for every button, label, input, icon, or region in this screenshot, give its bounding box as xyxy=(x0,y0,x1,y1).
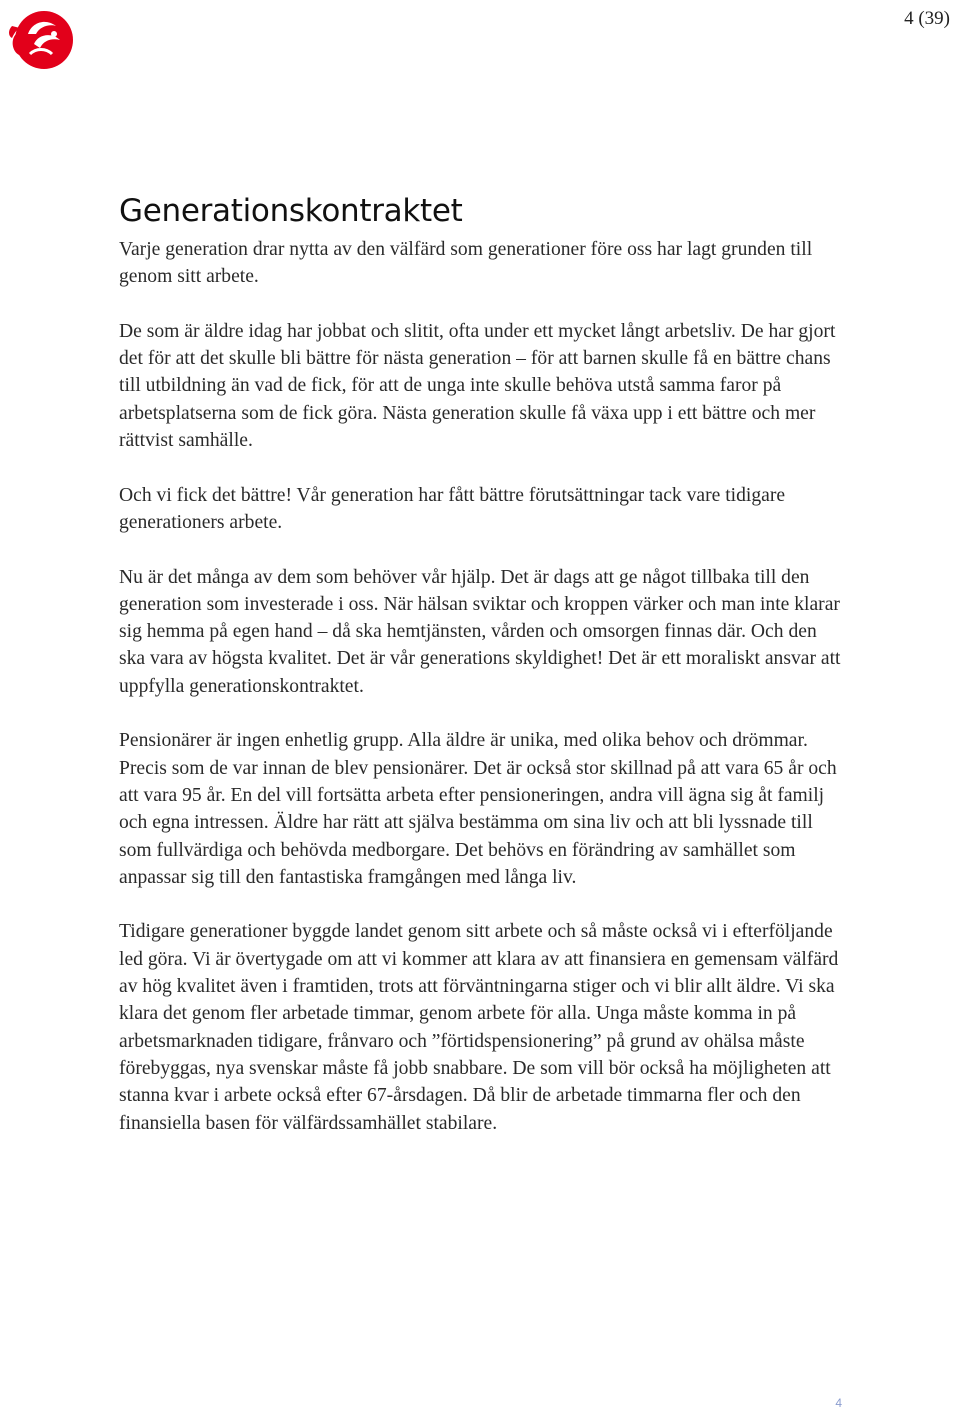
paragraph: Nu är det många av dem som behöver vår hjälp. Det är dags att ge något tillbaka till den generation som investerade i oss. När hälsan sviktar och kroppen värker och man inte klarar sig hemma på egen hand – då ska hemtjänsten, vården och omsorgen finnas där. Och den ska vara av högsta kvalitet. Det är vår generations skyldighet! Det är ett moraliskt ansvar att uppfylla generationskontraktet. xyxy=(119,566,841,697)
paragraph: Pensionärer är ingen enhetlig grupp. Alla äldre är unika, med olika behov och drömmar. Precis som de var innan de blev pensionärer. Det är också stor skillnad på att vara 65 år och att vara 95 år. En del vill fortsätta arbeta efter pensioneringen, andra vill ägna sig åt familj och egna intressen. Äldre har rätt att själva bestämma om sina liv och att bli lyssnade till som fullvärdiga och behövda medborgare. Det behövs en förändring av samhället som anpassar sig till den fantastiska framgången med långa liv. xyxy=(119,730,837,888)
paragraph: Tidigare generationer byggde landet genom sitt arbete och så måste också vi i efterföljande led göra. Vi är övertygade om att vi kommer att klara av att finansiera en gemensam välfärd av hög kvalitet även i framtiden, trots att förväntningarna stiger och vi blir allt äldre. Vi ska klara det genom fler arbetade timmar, genom arbete för alla. Unga måste komma in på arbetsmarknaden tidigare, frånvaro och ”förtidspensionering” på grund av ohälsa måste förebyggas, nya svenskar måste få jobb snabbare. De som vill bör också ha möjligheten att stanna kvar i arbete också efter 67-årsdagen. Då blir de arbetade timmarna fler och den finansiella basen för välfärdssamhället stabilare. xyxy=(119,921,839,1134)
page-count: 4 (39) xyxy=(904,8,950,29)
document-title: Generationskontraktet xyxy=(119,193,463,229)
footer-page-number: 4 xyxy=(835,1396,842,1410)
document-body xyxy=(119,236,847,1164)
paragraph: De som är äldre idag har jobbat och slitit, ofta under ett mycket långt arbetsliv. De har gjort det för att det skulle bli bättre för nästa generation – för att barnen skulle få en bättre chans till utbildning än vad de fick, för att de unga inte skulle behöva utstå samma faror på arbetsplatserna som de fick göra. Nästa generation skulle få växa upp i ett bättre och mer rättvist samhälle. xyxy=(119,320,836,452)
paragraph: Och vi fick det bättre! Vår generation har fått bättre förutsättningar tack vare tidigare generationers arbete. xyxy=(119,484,786,533)
paragraph: Varje generation drar nytta av den välfärd som generationer före oss har lagt grunden till genom sitt arbete. xyxy=(119,239,813,288)
rose-logo-icon xyxy=(6,4,74,72)
